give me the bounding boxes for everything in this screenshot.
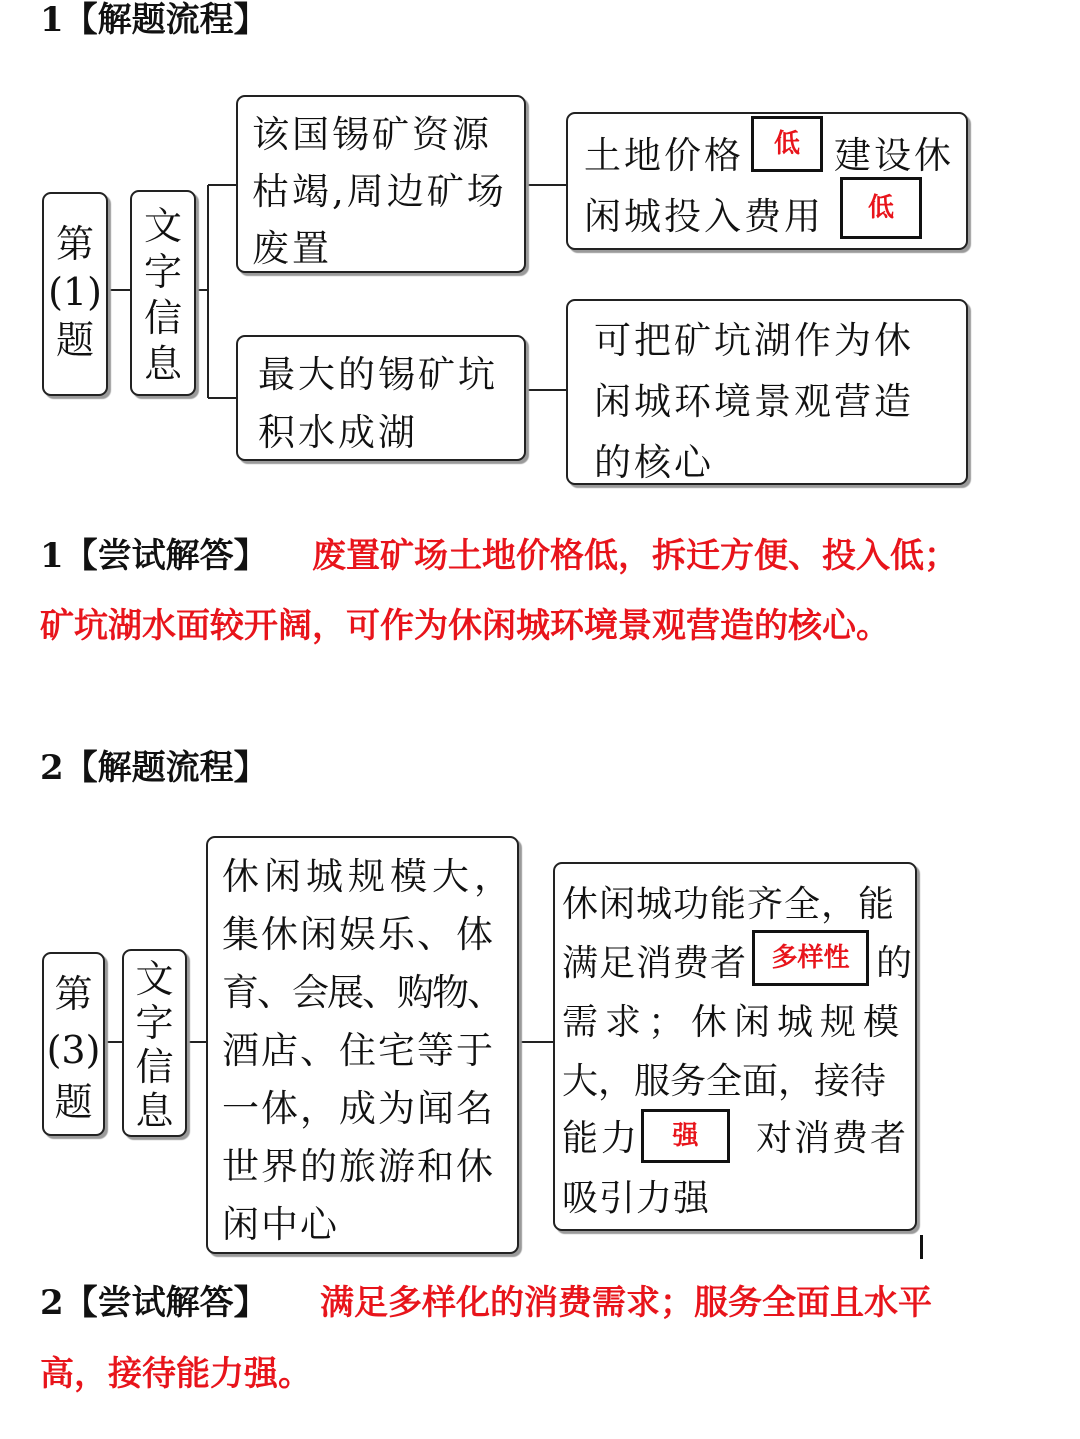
section1-heading: 1【解题流程】 — [40, 0, 268, 40]
text-cursor — [920, 1235, 923, 1259]
node-a-line: 废置 — [252, 227, 332, 270]
node-a-line: 该国锡矿资源 — [252, 113, 492, 156]
node-b-line: 最大的锡矿坑 — [258, 353, 498, 396]
info-char: 信 — [143, 296, 182, 340]
section1-answer-line: 废置矿场土地价格低，拆迁方便、投入低； — [312, 536, 958, 576]
result-line: 对消费者 — [756, 1118, 909, 1159]
result-b-line: 可把矿坑湖作为休 — [594, 319, 914, 362]
result-line: 的 — [876, 943, 916, 984]
node-a-line: 枯竭,周边矿场 — [252, 170, 507, 213]
blank-fill-price: 低 — [751, 116, 823, 172]
info-char: 信 — [135, 1045, 174, 1089]
result-b-line: 闲城环境景观营造 — [594, 380, 914, 423]
question-number: (1) — [48, 270, 102, 314]
result-a-text: 闲城投入费用 — [584, 195, 824, 238]
result-a-text: 建设休 — [834, 134, 954, 177]
section2-heading: 2【解题流程】 — [40, 748, 268, 788]
section2-question-box — [42, 952, 105, 1136]
info-char: 息 — [143, 342, 182, 386]
result-b-line: 的核心 — [594, 441, 714, 484]
info-char: 文 — [135, 957, 174, 1001]
result-line: 大，服务全面，接待 — [562, 1061, 887, 1102]
question-char: 第 — [54, 972, 93, 1016]
result-line: 能力 — [562, 1118, 641, 1159]
question-char: 第 — [55, 222, 94, 266]
blank-fill-cost: 低 — [840, 177, 922, 239]
node-line: 酒店、住宅等于 — [222, 1029, 495, 1072]
result-line: 满足消费者 — [562, 943, 748, 984]
node-line: 闲中心 — [222, 1203, 339, 1246]
node-line: 集休闲娱乐、体 — [222, 913, 495, 956]
blank-fill-capacity: 强 — [641, 1109, 730, 1163]
blank-fill-diversity: 多样性 — [752, 930, 869, 986]
question-char: 题 — [54, 1080, 93, 1124]
info-char: 字 — [135, 1001, 174, 1045]
section2-answer-label: 2【尝试解答】 — [40, 1283, 268, 1323]
section2-answer-line: 满足多样化的消费需求；服务全面且水平 — [320, 1283, 932, 1323]
result-a-text: 土地价格 — [584, 134, 744, 177]
result-line: 吸引力强 — [562, 1178, 711, 1219]
result-line: 休闲城功能齐全，能 — [562, 884, 896, 925]
question-number: (3) — [46, 1028, 101, 1072]
node-line: 育、会展、购物、 — [222, 971, 502, 1014]
node-line: 休闲城规模大， — [222, 855, 516, 898]
section2-info-box — [122, 949, 187, 1137]
node-b-line: 积水成湖 — [258, 411, 418, 454]
node-line: 一体，成为闻名 — [222, 1087, 495, 1130]
question-char: 题 — [55, 318, 94, 362]
info-char: 息 — [135, 1089, 174, 1133]
node-line: 世界的旅游和休 — [222, 1145, 495, 1188]
section1-answer-line: 矿坑湖水面较开阔，可作为休闲城环境景观营造的核心。 — [40, 606, 890, 646]
section2-answer-line: 高，接待能力强。 — [40, 1354, 312, 1394]
result-line: 需求；休闲城规模 — [562, 1002, 907, 1043]
info-char: 字 — [143, 250, 182, 294]
info-char: 文 — [143, 204, 182, 248]
section1-answer-label: 1【尝试解答】 — [40, 536, 268, 576]
